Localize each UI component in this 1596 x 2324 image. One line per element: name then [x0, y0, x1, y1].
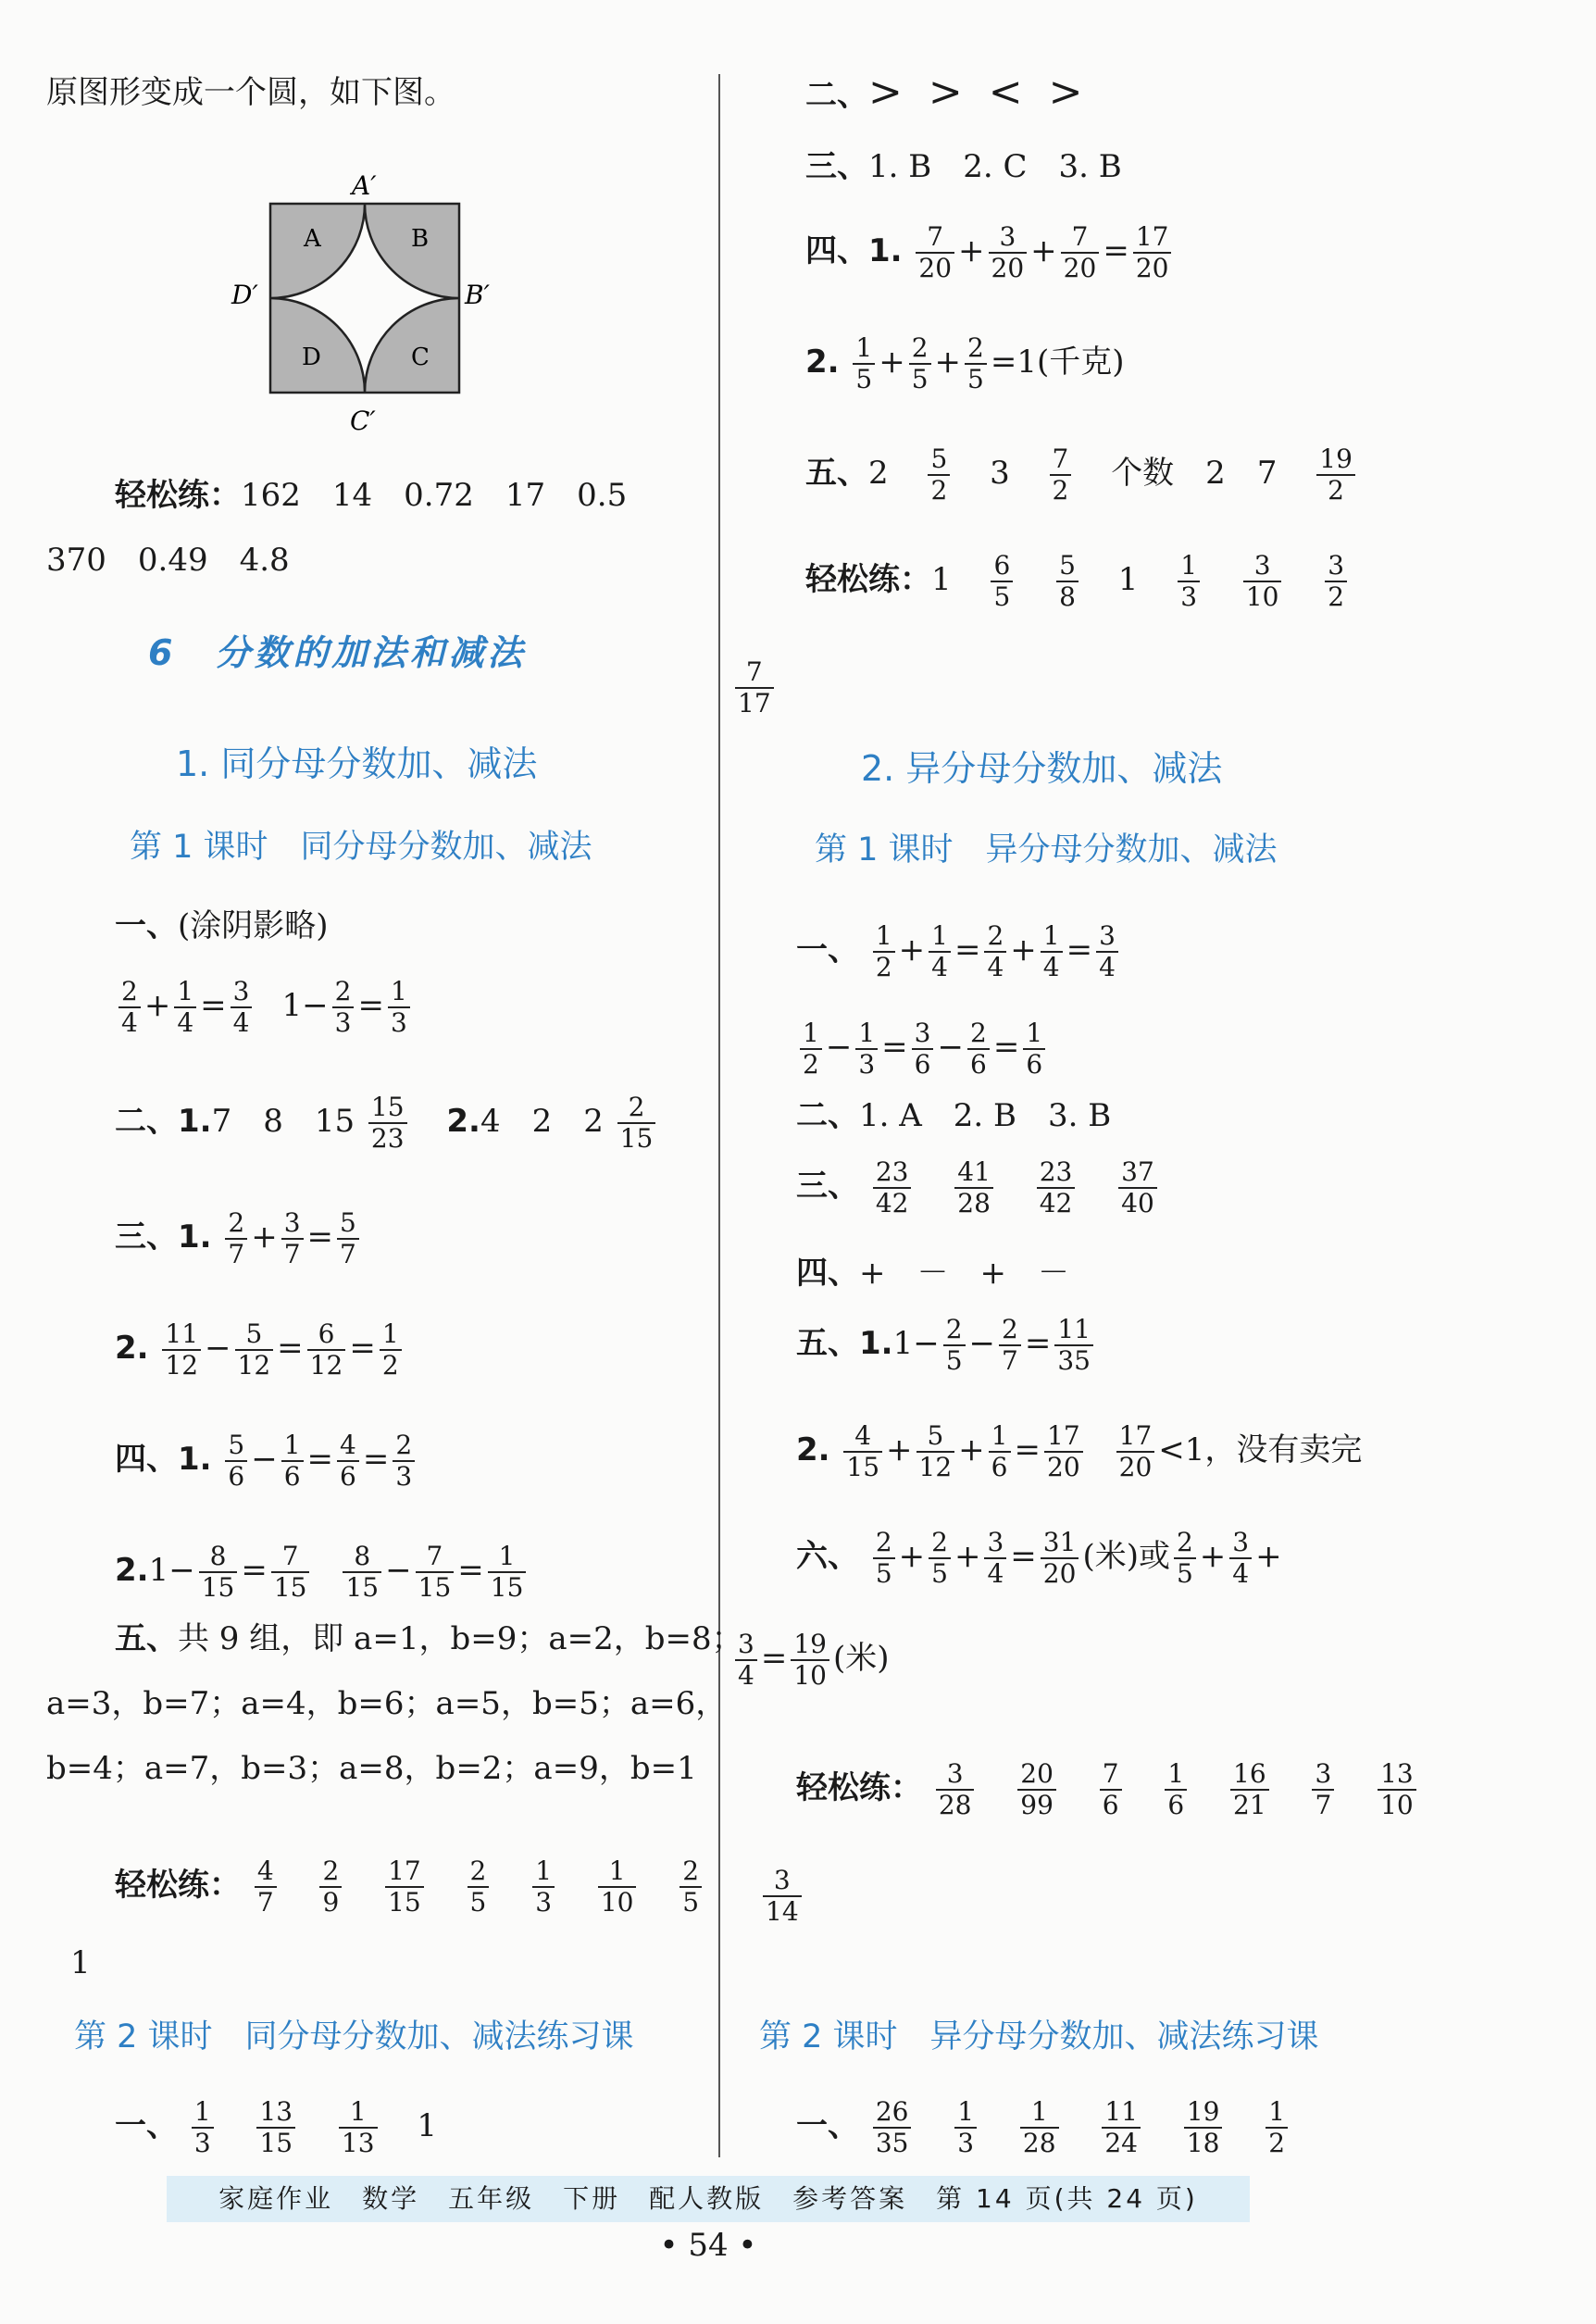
easy-practice-1-cont: 370 0.49 4.8 — [46, 542, 290, 579]
point-d-prime-label: D′ — [231, 280, 258, 310]
easy-practice-1: 轻松练：162 14 0.72 17 0.5 — [115, 477, 628, 514]
region-a-label: A — [304, 225, 321, 253]
section-title-2: 2. 异分母分数加、减法 — [861, 748, 1223, 789]
q5-line-1: 五、共 9 组，即 a=1，b=9；a=2，b=8； — [115, 1620, 743, 1657]
q3-1-line: 三、1. $\frac{2}{7}$ + $\frac{3}{7}$ = $\frac{5}{7}$ — [115, 1208, 363, 1269]
r-q6-line-1: 六、 $\frac{2}{5}$ + $\frac{2}{5}$ + $\frac{3}{4}$ = $\frac{31}{20}$ (米)或 $\frac{2}{5}$ + $\frac{3}{4}$ + — [796, 1527, 1282, 1589]
r-q2-line: 二、> > < > — [805, 69, 1083, 116]
easy-practice-2-cont: 1 — [70, 1944, 91, 1981]
r-lesson2-q1-line: 一、 $\frac{26}{35}$ $\frac{1}{3}$ $\frac{1}{28}$ $\frac{11}{24}$ $\frac{19}{18}$ $\frac{1}{2}$ — [796, 2097, 1291, 2158]
region-c-label: C — [411, 344, 430, 371]
r-q2-line-2: 二、1. A 2. B 3. B — [796, 1097, 1112, 1134]
q3-2-line: 2. $\frac{11}{12}$ − $\frac{5}{12}$ = $\frac{6}{12}$ = $\frac{1}{2}$ — [115, 1319, 405, 1381]
r-q1-line-1: 一、 $\frac{1}{2}$ + $\frac{1}{4}$ = $\frac{2}{4}$ + $\frac{1}{4}$ = $\frac{3}{4}$ — [796, 921, 1122, 982]
region-d-label: D — [302, 344, 321, 371]
q4-2-line: 2.1− $\frac{8}{15}$ = $\frac{7}{15}$ $\frac{8}{15}$ − $\frac{7}{15}$ = $\frac{1}{15}$ — [115, 1542, 530, 1603]
r-q6-line-2: $\frac{3}{4}$ = $\frac{19}{10}$ (米) — [731, 1630, 890, 1691]
footer-bar: 家庭作业 数学 五年级 下册 配人教版 参考答案 第 14 页(共 24 页) — [167, 2176, 1250, 2222]
fraction: $\frac{2}{4}$ — [118, 977, 141, 1038]
section-title-1: 1. 同分母分数加、减法 — [176, 743, 538, 784]
point-a-prime-label: A′ — [352, 170, 377, 201]
r-lesson-title-1: 第 1 课时 异分母分数加、减法 — [815, 831, 1278, 868]
chapter-title: 6 分数的加法和减法 — [148, 632, 527, 673]
page-number: • 54 • — [659, 2227, 757, 2264]
r-q4-1-line: 四、1. $\frac{7}{20}$ + $\frac{3}{20}$ + $\frac{7}{20}$ = $\frac{17}{20}$ — [805, 222, 1175, 283]
fraction: $\frac{1}{3}$ — [388, 977, 410, 1038]
column-divider — [718, 74, 720, 2157]
q1-equations: $\frac{2}{4}$ + $\frac{1}{4}$ = $\frac{3}{4}$ 1− $\frac{2}{3}$ = $\frac{1}{3}$ — [115, 977, 414, 1038]
r-lesson-title-2: 第 2 课时 异分母分数加、减法练习课 — [759, 2018, 1319, 2055]
q5-line-2: a=3，b=7；a=4，b=6；a=5，b=5；a=6， — [46, 1685, 728, 1722]
region-b-label: B — [411, 225, 430, 253]
r-easy-practice-2-cont: $\frac{3}{14}$ — [759, 1866, 805, 1927]
point-c-prime-label: C′ — [350, 406, 376, 436]
fraction: $\frac{2}{15}$ — [617, 1093, 656, 1154]
easy-practice-2: 轻松练： $\frac{4}{7}$ $\frac{2}{9}$ $\frac{17}{15}$ $\frac{2}{5}$ $\frac{1}{3}$ $\frac{1}{10}$ $\frac{2}{5}$ — [115, 1856, 705, 1918]
r-q5-1-line: 五、1.1− $\frac{2}{5}$ − $\frac{2}{7}$ = $\frac{11}{35}$ — [796, 1315, 1097, 1376]
r-q5-2-line: 2. $\frac{4}{15}$ + $\frac{5}{12}$ + $\frac{1}{6}$ = $\frac{17}{20}$ $\frac{17}{20}$ <1，没有卖完 — [796, 1420, 1363, 1482]
lesson-title-2: 第 2 课时 同分母分数加、减法练习课 — [74, 2018, 634, 2055]
square-circle-figure — [222, 165, 500, 452]
point-b-prime-label: B′ — [465, 280, 490, 310]
r-q3-line-2: 三、 $\frac{23}{42}$ $\frac{41}{28}$ $\frac{23}{42}$ $\frac{37}{40}$ — [796, 1157, 1161, 1218]
r-q3-line: 三、1. B 2. C 3. B — [805, 148, 1122, 185]
fraction: $\frac{1}{4}$ — [174, 977, 196, 1038]
r-easy-practice-1: 轻松练：1 $\frac{6}{5}$ $\frac{5}{8}$ 1 $\frac{1}{3}$ $\frac{3}{10}$ $\frac{3}{2}$ — [805, 551, 1351, 612]
r-q4-line: 四、+ － + － — [796, 1255, 1069, 1292]
r-easy-practice-2: 轻松练： $\frac{3}{28}$ $\frac{20}{99}$ $\frac{7}{6}$ $\frac{1}{6}$ $\frac{16}{21}$ $\frac{3}{7}$ $\frac{13}{10}$ — [796, 1759, 1420, 1820]
q5-line-3: b=4；a=7，b=3；a=8，b=2；a=9，b=1 — [46, 1750, 697, 1787]
fraction: $\frac{15}{23}$ — [368, 1093, 407, 1154]
lesson2-q1-line: 一、 $\frac{1}{3}$ $\frac{13}{15}$ $\frac{1}{13}$ 1 — [115, 2096, 437, 2158]
q4-1-line: 四、1. $\frac{5}{6}$ − $\frac{1}{6}$ = $\frac{4}{6}$ = $\frac{2}{3}$ — [115, 1431, 418, 1492]
lesson-title-1: 第 1 课时 同分母分数加、减法 — [130, 829, 592, 866]
intro-text: 原图形变成一个圆，如下图。 — [46, 74, 455, 111]
r-q5-line: 五、2 $\frac{5}{2}$ 3 $\frac{7}{2}$ 个数 2 7 $\frac{19}{2}$ — [805, 444, 1359, 506]
fraction: $\frac{3}{4}$ — [231, 977, 253, 1038]
q1-line: 一、(涂阴影略) — [115, 907, 329, 944]
r-q4-2-line: 2. $\frac{1}{5}$ + $\frac{2}{5}$ + $\frac{2}{5}$ =1(千克) — [805, 332, 1125, 394]
q2-line: 二、1.7 8 15 $\frac{15}{23}$ 2.4 2 2 $\frac{2}{15}$ — [115, 1093, 659, 1154]
r-q1-line-2: $\frac{1}{2}$ − $\frac{1}{3}$ = $\frac{3}{6}$ − $\frac{2}{6}$ = $\frac{1}{6}$ — [796, 1018, 1049, 1080]
r-easy-practice-1-cont: $\frac{7}{17}$ — [731, 657, 778, 718]
fraction: $\frac{2}{3}$ — [332, 977, 355, 1038]
